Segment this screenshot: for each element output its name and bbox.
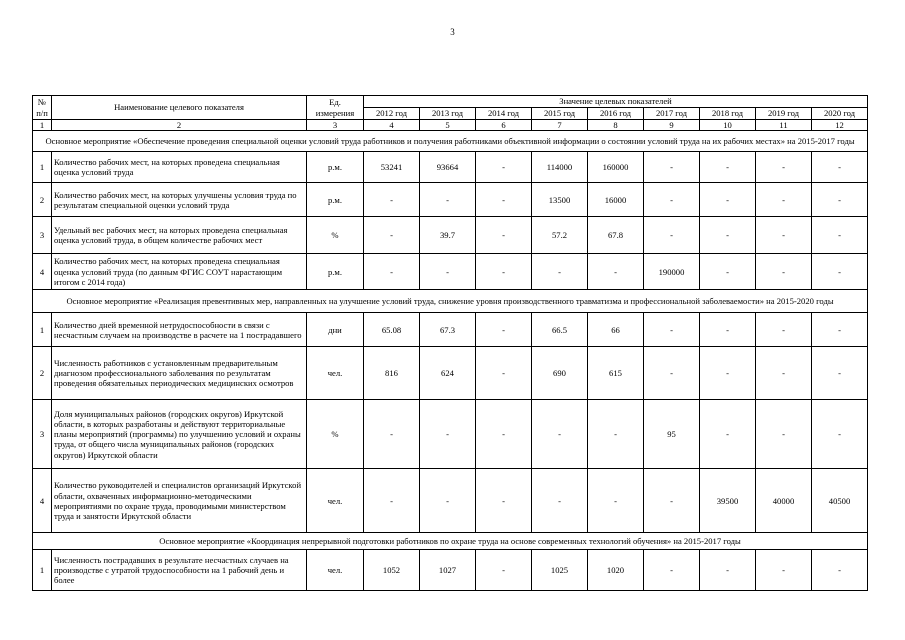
header-year: 2016 год: [588, 108, 644, 120]
value-cell: 53241: [364, 152, 420, 183]
value-cell: -: [812, 400, 868, 469]
indicator-name: Количество рабочих мест, на которых проведена специальная оценка условий труда (по данным ФГИС СОУТ нарастающим итогом с 2014 года): [52, 254, 307, 290]
row-number: 3: [33, 217, 52, 254]
indicator-name: Количество дней временной нетрудоспособности в связи с несчастным случаем на производстве в расчете на 1 пострадавшего: [52, 313, 307, 347]
value-cell: -: [812, 152, 868, 183]
value-cell: 13500: [532, 183, 588, 217]
column-number: 10: [700, 120, 756, 131]
header-year: 2018 год: [700, 108, 756, 120]
value-cell: -: [476, 152, 532, 183]
value-cell: 114000: [532, 152, 588, 183]
row-number: 3: [33, 400, 52, 469]
table-row: [33, 313, 868, 347]
indicator-name: Удельный вес рабочих мест, на которых проведена специальная оценка условий труда, в общем количестве рабочих мест: [52, 217, 307, 254]
value-cell: 39.7: [420, 217, 476, 254]
column-number: 8: [588, 120, 644, 131]
value-cell: -: [812, 217, 868, 254]
row-number: 2: [33, 183, 52, 217]
value-cell: -: [644, 347, 700, 400]
row-number: 4: [33, 254, 52, 290]
value-cell: 1020: [588, 550, 644, 591]
table-row: [33, 550, 868, 591]
value-cell: -: [700, 183, 756, 217]
header-year: 2017 год: [644, 108, 700, 120]
indicator-name: Количество руководителей и специалистов организаций Иркутской области, охваченных информационно-методическими мероприятиями по охране труда, проводимыми министерством труда и занятости Иркутской области: [52, 469, 307, 533]
indicator-name: Численность пострадавших в результате несчастных случаев на производстве с утратой трудоспособности на 1 рабочий день и более: [52, 550, 307, 591]
value-cell: -: [812, 347, 868, 400]
unit-cell: р.м.: [307, 254, 364, 290]
table-row: [33, 254, 868, 290]
indicator-name: Количество рабочих мест, на которых проведена специальная оценка условий труда: [52, 152, 307, 183]
header-unit: Ед. измерения: [307, 96, 364, 120]
section-title: Основное мероприятие «Обеспечение проведения специальной оценки условий труда работников и получения работниками объективной информации о состоянии условий труда на их рабочих местах» на 2015-2017 годы: [33, 131, 868, 152]
value-cell: 57.2: [532, 217, 588, 254]
column-number: 6: [476, 120, 532, 131]
column-number: 12: [812, 120, 868, 131]
value-cell: -: [476, 313, 532, 347]
column-number: 2: [52, 120, 307, 131]
table-row: [33, 347, 868, 400]
table-row: [33, 217, 868, 254]
indicator-name: Доля муниципальных районов (городских округов) Иркутской области, в которых разработаны и действуют территориальные планы мероприятий (программы) по улучшению условий и охраны труда, от общего числа муниципальных районов (городских округов) Иркутской области: [52, 400, 307, 469]
value-cell: -: [364, 183, 420, 217]
value-cell: -: [812, 183, 868, 217]
table-row: [33, 183, 868, 217]
value-cell: -: [476, 183, 532, 217]
header-year: 2015 год: [532, 108, 588, 120]
value-cell: 1025: [532, 550, 588, 591]
value-cell: -: [812, 254, 868, 290]
row-number: 1: [33, 313, 52, 347]
unit-cell: чел.: [307, 550, 364, 591]
value-cell: 66: [588, 313, 644, 347]
value-cell: 16000: [588, 183, 644, 217]
value-cell: -: [476, 217, 532, 254]
value-cell: -: [532, 254, 588, 290]
value-cell: 160000: [588, 152, 644, 183]
value-cell: -: [364, 400, 420, 469]
value-cell: -: [756, 152, 812, 183]
header-num: № п/п: [33, 96, 52, 120]
value-cell: -: [756, 347, 812, 400]
value-cell: -: [532, 400, 588, 469]
value-cell: -: [420, 400, 476, 469]
value-cell: -: [476, 469, 532, 533]
row-number: 2: [33, 347, 52, 400]
header-year: 2012 год: [364, 108, 420, 120]
value-cell: -: [700, 152, 756, 183]
value-cell: 93664: [420, 152, 476, 183]
value-cell: -: [644, 313, 700, 347]
unit-cell: чел.: [307, 347, 364, 400]
indicator-name: Количество рабочих мест, на которых улучшены условия труда по результатам специальной оценки условий труда: [52, 183, 307, 217]
header-year: 2019 год: [756, 108, 812, 120]
value-cell: -: [364, 254, 420, 290]
table-row: [33, 469, 868, 533]
value-cell: 816: [364, 347, 420, 400]
table-row: [33, 152, 868, 183]
value-cell: -: [532, 469, 588, 533]
section-title: Основное мероприятие «Координация непрерывной подготовки работников по охране труда на основе современных технологий обучения» на 2015-2017 годы: [33, 533, 868, 550]
value-cell: -: [588, 400, 644, 469]
column-number: 4: [364, 120, 420, 131]
value-cell: -: [644, 550, 700, 591]
value-cell: -: [700, 217, 756, 254]
value-cell: 67.8: [588, 217, 644, 254]
value-cell: -: [756, 254, 812, 290]
value-cell: -: [756, 313, 812, 347]
value-cell: 1052: [364, 550, 420, 591]
value-cell: -: [644, 152, 700, 183]
row-number: 1: [33, 550, 52, 591]
value-cell: -: [756, 550, 812, 591]
value-cell: -: [364, 217, 420, 254]
column-number: 5: [420, 120, 476, 131]
value-cell: -: [644, 183, 700, 217]
value-cell: -: [700, 347, 756, 400]
unit-cell: дни: [307, 313, 364, 347]
column-number: 3: [307, 120, 364, 131]
value-cell: -: [364, 469, 420, 533]
header-name: Наименование целевого показателя: [52, 96, 307, 120]
value-cell: 40500: [812, 469, 868, 533]
section-row: [33, 290, 868, 313]
unit-cell: %: [307, 400, 364, 469]
value-cell: 690: [532, 347, 588, 400]
value-cell: 40000: [756, 469, 812, 533]
value-cell: -: [476, 347, 532, 400]
row-number: 1: [33, 152, 52, 183]
value-cell: -: [420, 254, 476, 290]
value-cell: -: [476, 550, 532, 591]
column-number: 11: [756, 120, 812, 131]
header-year: 2013 год: [420, 108, 476, 120]
value-cell: -: [476, 254, 532, 290]
value-cell: -: [588, 254, 644, 290]
value-cell: -: [420, 469, 476, 533]
header-values-title: Значение целевых показателей: [364, 96, 868, 108]
table-row: [33, 400, 868, 469]
value-cell: 95: [644, 400, 700, 469]
value-cell: -: [756, 400, 812, 469]
value-cell: -: [700, 400, 756, 469]
value-cell: -: [700, 550, 756, 591]
value-cell: 39500: [700, 469, 756, 533]
indicator-name: Численность работников с установленным предварительным диагнозом профессионального заболевания по результатам проведения обязательных периодических медицинских осмотров: [52, 347, 307, 400]
value-cell: -: [644, 217, 700, 254]
section-title: Основное мероприятие «Реализация превентивных мер, направленных на улучшение условий труда, снижение уровня производственного травматизма и профессиональной заболеваемости» на 2015-2020 годы: [33, 290, 868, 313]
column-number: 1: [33, 120, 52, 131]
value-cell: 615: [588, 347, 644, 400]
unit-cell: р.м.: [307, 152, 364, 183]
unit-cell: чел.: [307, 469, 364, 533]
value-cell: -: [644, 469, 700, 533]
header-year: 2020 год: [812, 108, 868, 120]
value-cell: -: [476, 400, 532, 469]
target-indicators-table: [32, 95, 868, 591]
value-cell: 190000: [644, 254, 700, 290]
value-cell: -: [700, 313, 756, 347]
column-number: 7: [532, 120, 588, 131]
page-number: 3: [450, 27, 455, 37]
header-year: 2014 год: [476, 108, 532, 120]
value-cell: 66.5: [532, 313, 588, 347]
value-cell: -: [420, 183, 476, 217]
section-row: [33, 533, 868, 550]
value-cell: 1027: [420, 550, 476, 591]
value-cell: -: [812, 550, 868, 591]
value-cell: 67.3: [420, 313, 476, 347]
row-number: 4: [33, 469, 52, 533]
value-cell: -: [700, 254, 756, 290]
column-numbers-row: [33, 120, 868, 131]
unit-cell: %: [307, 217, 364, 254]
value-cell: -: [756, 217, 812, 254]
section-row: [33, 131, 868, 152]
unit-cell: р.м.: [307, 183, 364, 217]
column-number: 9: [644, 120, 700, 131]
value-cell: -: [588, 469, 644, 533]
value-cell: -: [812, 313, 868, 347]
value-cell: 65.08: [364, 313, 420, 347]
value-cell: 624: [420, 347, 476, 400]
value-cell: -: [756, 183, 812, 217]
